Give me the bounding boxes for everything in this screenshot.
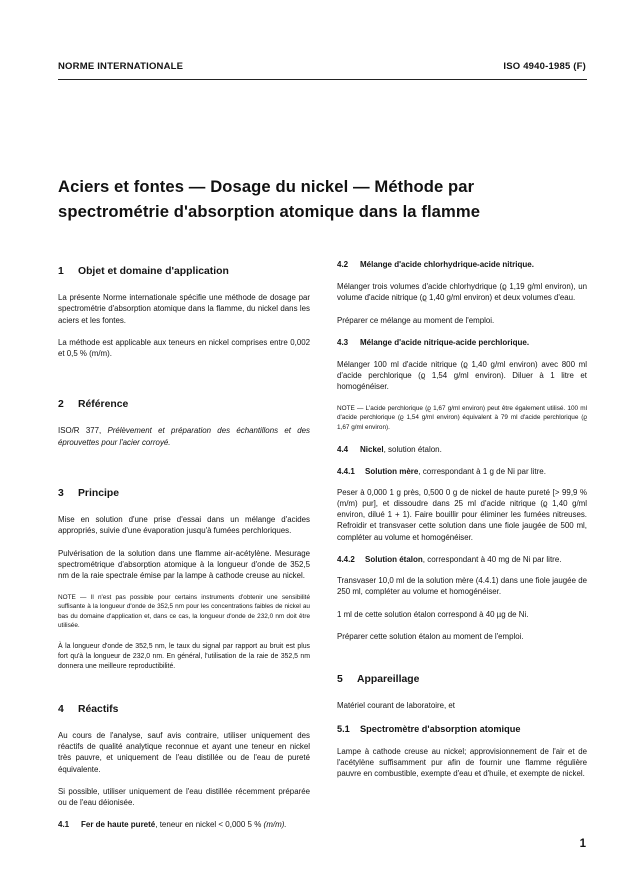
section-4-4-heading: 4.4 Nickel, solution étalon. [337,444,442,454]
section-5-paragraph: Matériel courant de laboratoire, et [337,701,455,711]
title-line-2: spectrométrie d'absorption atomique dans la flamme [58,202,481,221]
page-number: 1 [579,838,586,850]
right-column [337,259,587,790]
section-4-3-heading: 4.3 Mélange d'acide nitrique-acide perchlorique. [337,337,530,347]
section-1-paragraph-1: La présente Norme internationale spécifie une méthode de dosage par spectrométrie d'absorption atomique dans la flamme, du nickel dans les aciers et les fontes. [58,293,310,325]
section-4-paragraph-1: Au cours de l'analyse, sauf avis contraire, utiliser uniquement des réactifs de qualité analytique reconnue et ayant une teneur en nickel très pauvre, et uniquement de l'eau distillée ou de l'eau de pureté équivalente. [58,730,310,774]
section-1-heading: 1 Objet et domaine d'application [58,266,229,277]
header-rule [58,79,587,80]
section-4-2-paragraph-1: Mélanger trois volumes d'acide chlorhydrique (ϱ 1,19 g/ml environ), un volume d'acide nitrique (ϱ 1,40 g/ml environ) et deux volumes d'eau. [337,282,587,303]
section-4-paragraph-2: Si possible, utiliser uniquement de l'eau distillée récemment préparée ou de l'eau déionisée. [58,786,310,808]
section-5-heading: 5 Appareillage [337,674,420,686]
section-5-1-heading: 5.1 Spectromètre d'absorption atomique [337,723,521,734]
header-left: NORME INTERNATIONALE [58,61,184,72]
section-4-4-2-paragraph-3: Préparer cette solution étalon au moment de l'emploi. [337,631,524,641]
section-4-3-paragraph-1: Mélanger 100 ml d'acide nitrique (ϱ 1,40 g/ml environ) avec 800 ml d'acide perchlorique (ϱ 1,54 g/ml environ). Diluer à 1 litre et homogénéiser. [337,359,587,392]
section-4-heading: 4 Réactifs [58,703,119,715]
section-4-4-1-heading: 4.4.1 Solution mère, correspondant à 1 g de Ni par litre. [337,466,546,476]
section-5-1-paragraph: Lampe à cathode creuse au nickel; approvisionnement de l'air et de l'acétylène suffisamment pur afin de fournir une flamme régulière pauvre en combustible, exempte d'eau et d'huile, et exempte de nickel. [337,746,587,779]
header-right: ISO 4940-1985 (F) [503,61,586,72]
section-3-paragraph-3: À la longueur d'onde de 352,5 nm, le taux du signal par rapport au bruit est plus fort qu'à la longueur de 232,0 nm. En général, l'utilisation de la raie de 352,5 nm donnera une meilleure reproductibilité. [58,642,310,670]
section-4-2-heading: 4.2 Mélange d'acide chlorhydrique-acide nitrique. [337,260,534,269]
section-4-2-paragraph-2: Préparer ce mélange au moment de l'emploi. [337,315,495,325]
document-title [58,174,598,224]
section-4-1-heading: 4.1 Fer de haute pureté, teneur en nickel < 0,000 5 % (m/m). [58,820,287,830]
section-3-note: NOTE — Il n'est pas possible pour certains instruments d'obtenir une sensibilité suffisante à la longueur d'onde de 352,5 nm pour les concentrations faibles de nickel au bas du domaine d'application et, dans ce cas, la longueur d'onde de 232,0 nm doit être utilisée. [58,593,310,630]
section-1-paragraph-2: La méthode est applicable aux teneurs en nickel comprises entre 0,002 et 0,5 % (m/m). [58,337,310,359]
section-3-paragraph-1: Mise en solution d'une prise d'essai dans un mélange d'acides appropriés, suivie d'une évaporation jusqu'à fumées perchloriques. [58,515,310,536]
title-line-1: Aciers et fontes — Dosage du nickel — Méthode par [58,177,475,196]
left-column [58,259,310,841]
section-4-3-note: NOTE — L'acide perchlorique (ϱ 1,67 g/ml environ) peut être également utilisé. 100 ml d'acide perchlorique (ϱ 1,54 g/ml environ) équivalent à 79 ml d'acide perchlorique (ϱ 1,67 g/ml environ). [337,404,587,431]
section-4-4-2-paragraph-1: Transvaser 10,0 ml de la solution mère (4.4.1) dans une fiole jaugée de 250 ml, compléter au volume et homogénéiser. [337,576,587,597]
section-3-paragraph-2: Pulvérisation de la solution dans une flamme air-acétylène. Mesurage spectrométrique d'absorption atomique à la longueur d'onde de 352,5 nm de la raie spectrale émise par la lampe à cathode creuse au nickel. [58,548,310,581]
section-2-paragraph: ISO/R 377, Prélèvement et préparation des échantillons et des éprouvettes pour l'acier corroyé. [58,426,310,447]
section-4-4-2-paragraph-2: 1 ml de cette solution étalon correspond à 40 µg de Ni. [337,609,529,619]
section-3-heading: 3 Principe [58,488,119,500]
section-2-heading: 2 Référence [58,399,129,411]
section-4-4-1-paragraph: Peser à 0,000 1 g près, 0,500 0 g de nickel de haute pureté [> 99,9 % (m/m) pur], et dissoudre dans 25 ml d'acide nitrique (ϱ 1,40 g/ml environ, dilué 1 + 1). Faire bouillir pour éliminer les fumées nitreuses. Refroidir et transvaser cette solution dans une fiole jaugée de 500 ml, compléter au volume et homogénéiser. [337,487,587,542]
section-4-4-2-heading: 4.4.2 Solution étalon, correspondant à 40 mg de Ni par litre. [337,555,562,565]
